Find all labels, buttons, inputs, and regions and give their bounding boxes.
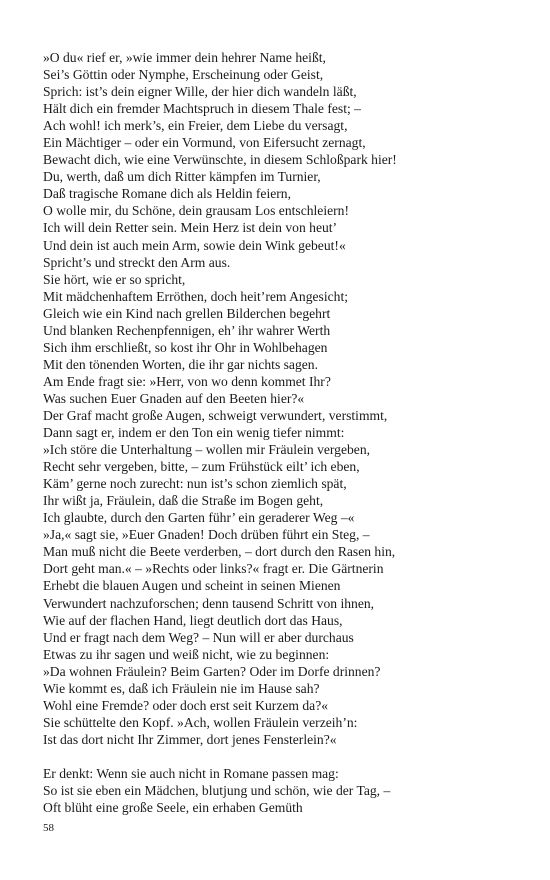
poem-line: Sprich: ist’s dein eigner Wille, der hier dich wandeln läßt, xyxy=(43,84,357,100)
poem-line: Bewacht dich, wie eine Verwünschte, in diesem Schloßpark hier! xyxy=(43,152,397,168)
poem-line: Spricht’s und streckt den Arm aus. xyxy=(43,254,231,270)
poem-line: Daß tragische Romane dich als Heldin feiern, xyxy=(43,186,291,202)
poem-line: So ist sie eben ein Mädchen, blutjung und schön, wie der Tag, – xyxy=(43,783,391,799)
poem-line: Ach wohl! ich merk’s, ein Freier, dem Liebe du versagt, xyxy=(43,118,348,134)
poem-line: Ich will dein Retter sein. Mein Herz ist dein von heut’ xyxy=(43,220,338,236)
poem-line: Gleich wie ein Kind nach grellen Bilderchen begehrt xyxy=(43,305,331,321)
poem-line: Ein Mächtiger – oder ein Vormund, von Eifersucht zernagt, xyxy=(43,135,366,151)
poem-line: Recht sehr vergeben, bitte, – zum Frühstück eilt’ ich eben, xyxy=(43,459,360,475)
poem-line: »Da wohnen Fräulein? Beim Garten? Oder im Dorfe drinnen? xyxy=(43,663,381,679)
poem-line: Verwundert nachzuforschen; denn tausend Schritt von ihnen, xyxy=(43,595,375,611)
poem-line: Etwas zu ihr sagen und weiß nicht, wie zu beginnen: xyxy=(43,646,330,662)
poem-line: Wie auf der flachen Hand, liegt deutlich dort das Haus, xyxy=(43,612,343,628)
poem-line: Sich ihm erschließt, so kost ihr Ohr in Wohlbehagen xyxy=(43,339,328,355)
stanza-break xyxy=(43,748,543,765)
poem-line: Und dein ist auch mein Arm, sowie dein Wink gebeut!« xyxy=(43,237,346,253)
poem-line: Oft blüht eine große Seele, ein erhaben Gemüth xyxy=(43,800,303,816)
poem-line: Ist das dort nicht Ihr Zimmer, dort jenes Fensterlein?« xyxy=(43,731,337,747)
poem-line: Dort geht man.« – »Rechts oder links?« fragt er. Die Gärtnerin xyxy=(43,561,384,577)
poem-line: »Ja,« sagt sie, »Euer Gnaden! Doch drüben führt ein Steg, – xyxy=(43,527,370,543)
poem-line: Ich glaubte, durch den Garten führ’ ein geraderer Weg –« xyxy=(43,510,355,526)
poem-line: Dann sagt er, indem er den Ton ein wenig tiefer nimmt: xyxy=(43,425,345,441)
poem-line: Mit mädchenhaftem Erröthen, doch heit’rem Angesicht; xyxy=(43,288,349,304)
poem-line: Wohl eine Fremde? oder doch erst seit Kurzem da?« xyxy=(43,697,329,713)
poem-line: Er denkt: Wenn sie auch nicht in Romane passen mag: xyxy=(43,765,339,781)
page-number: 58 xyxy=(43,822,54,834)
poem-line: Ihr wißt ja, Fräulein, daß die Straße im Bogen geht, xyxy=(43,493,324,509)
poem-line: Hält dich ein fremder Machtspruch in diesem Thale fest; – xyxy=(43,101,361,117)
poem-line: Sie hört, wie er so spricht, xyxy=(43,271,186,287)
poem-line: Erhebt die blauen Augen und scheint in seinen Mienen xyxy=(43,578,341,594)
poem-line: Wie kommt es, daß ich Fräulein nie im Hause sah? xyxy=(43,680,320,696)
poem-line: »O du« rief er, »wie immer dein hehrer Name heißt, xyxy=(43,50,326,65)
poem-line: Du, werth, daß um dich Ritter kämpfen im Turnier, xyxy=(43,169,321,185)
poem-line: Und blanken Rechenpfennigen, eh’ ihr wahrer Werth xyxy=(43,322,331,338)
poem-line: Was suchen Euer Gnaden auf den Beeten hier?« xyxy=(43,390,305,406)
poem-text xyxy=(43,49,543,816)
poem-line: Man muß nicht die Beete verderben, – dort durch den Rasen hin, xyxy=(43,544,396,560)
poem-line: Sie schüttelte den Kopf. »Ach, wollen Fräulein verzeih’n: xyxy=(43,714,358,730)
poem-line: Käm’ gerne noch zurecht: nun ist’s schon ziemlich spät, xyxy=(43,476,347,492)
poem-line: O wolle mir, du Schöne, dein grausam Los entschleiern! xyxy=(43,203,349,219)
poem-line: Am Ende fragt sie: »Herr, von wo denn kommet Ihr? xyxy=(43,373,331,389)
poem-line: Der Graf macht große Augen, schweigt verwundert, verstimmt, xyxy=(43,407,388,423)
poem-line: Mit den tönenden Worten, die ihr gar nichts sagen. xyxy=(43,356,318,372)
poem-line: »Ich störe die Unterhaltung – wollen mir Fräulein vergeben, xyxy=(43,442,371,458)
poem-line: Sei’s Göttin oder Nymphe, Erscheinung oder Geist, xyxy=(43,67,324,83)
poem-line: Und er fragt nach dem Weg? – Nun will er aber durchaus xyxy=(43,629,354,645)
